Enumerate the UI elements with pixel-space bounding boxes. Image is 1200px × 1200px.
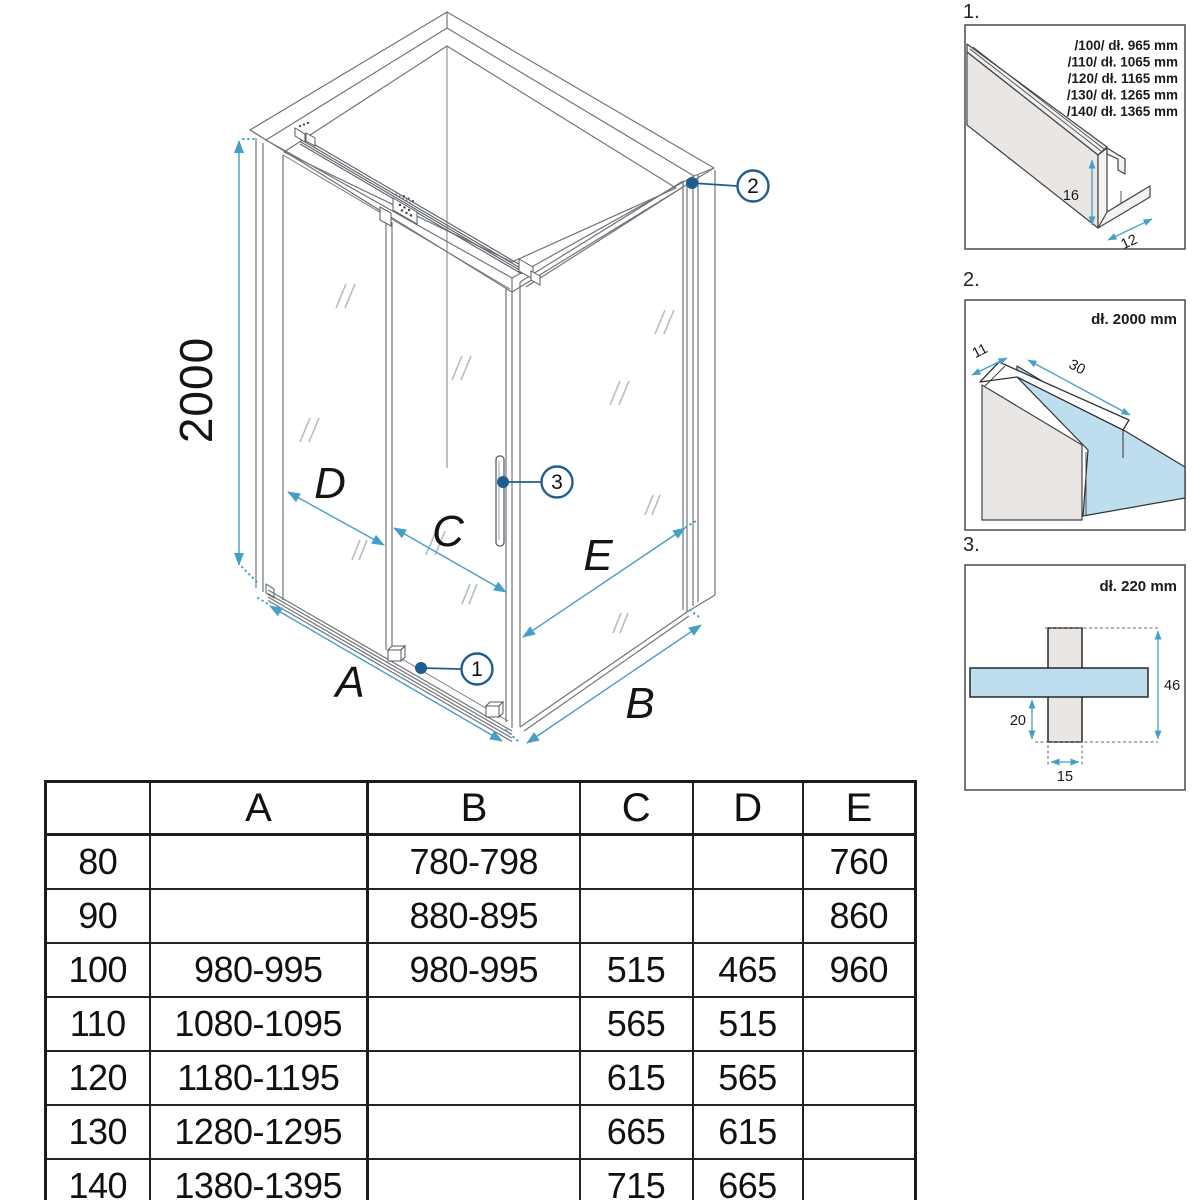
cell-D: 615 (693, 1105, 803, 1159)
cell-B (368, 1051, 580, 1105)
table-row (46, 1105, 916, 1159)
cell-D: 565 (693, 1051, 803, 1105)
cell-B: 880-895 (368, 889, 580, 943)
detail-2-dim-30: 30 (1065, 356, 1088, 379)
cell-A (150, 835, 368, 890)
callout-1-number: 1 (471, 658, 483, 681)
detail-2-title: 2. (963, 269, 980, 291)
cell-E: 960 (803, 943, 916, 997)
cell-C: 665 (580, 1105, 693, 1159)
cell-A: 1280-1295 (150, 1105, 368, 1159)
cell-E (803, 1105, 916, 1159)
cell-B (368, 1159, 580, 1200)
dim-label-A: A (335, 658, 365, 707)
dim-label-D: D (314, 459, 346, 508)
cell-B: 780-798 (368, 835, 580, 890)
cell-A: 1180-1195 (150, 1051, 368, 1105)
cell-C: 615 (580, 1051, 693, 1105)
cell-C: 565 (580, 997, 693, 1051)
dim-label-C: C (432, 507, 464, 556)
table-row (46, 1159, 916, 1200)
cell-size: 80 (46, 835, 150, 890)
cell-D: 515 (693, 997, 803, 1051)
cross-section-drawing (970, 628, 1158, 767)
cell-B: 980-995 (368, 943, 580, 997)
detail-1-title: 1. (963, 1, 980, 23)
cell-E (803, 1159, 916, 1200)
detail-2-length-label: dł. 2000 mm (1091, 311, 1177, 328)
cell-E (803, 997, 916, 1051)
cell-C (580, 889, 693, 943)
cell-E (803, 1051, 916, 1105)
detail-1-length-120: /120/ dł. 1165 mm (1067, 71, 1178, 86)
detail-1-length-130: /130/ dł. 1265 mm (1066, 87, 1178, 103)
callout-3-number: 3 (551, 471, 563, 494)
detail-3-title: 3. (963, 534, 980, 556)
cell-C (580, 835, 693, 890)
cell-A: 980-995 (150, 943, 368, 997)
sliding-rail (300, 136, 522, 274)
cell-B (368, 997, 580, 1051)
cell-size: 120 (46, 1051, 150, 1105)
callout-3 (497, 467, 573, 498)
cell-D (693, 835, 803, 890)
detail-2-wall-profile (955, 270, 1200, 535)
enclosure-structure-lines (250, 12, 715, 742)
detail-1-length-100: /100/ dł. 965 mm (1074, 38, 1178, 53)
detail-2-dim-11: 11 (969, 340, 991, 362)
cell-size: 130 (46, 1105, 150, 1159)
cell-A: 1380-1395 (150, 1159, 368, 1200)
callout-3-dot (497, 476, 509, 488)
size-table (44, 780, 917, 1200)
detail-1-length-110: /110/ dł. 1065 mm (1067, 54, 1178, 70)
cell-E: 760 (803, 835, 916, 890)
callout-1 (415, 654, 493, 685)
door-handle (496, 456, 504, 546)
height-dimension-label: 2000 (170, 336, 222, 444)
cell-size: 90 (46, 889, 150, 943)
cell-D: 465 (693, 943, 803, 997)
table-row (46, 943, 916, 997)
detail-3-dim-15: 15 (1056, 769, 1074, 785)
detail-3-dim-46: 46 (1164, 678, 1181, 694)
callout-2-dot (686, 177, 698, 189)
detail-3-length-label: dł. 220 mm (1099, 578, 1177, 595)
callout-1-dot (415, 662, 427, 674)
cell-A: 1080-1095 (150, 997, 368, 1051)
horizontal-glass-bar (970, 668, 1148, 697)
header-A: A (150, 782, 368, 835)
detail-3-cross-section (955, 535, 1200, 795)
dimension-lines (239, 139, 701, 743)
cell-C: 715 (580, 1159, 693, 1200)
table-row (46, 835, 916, 890)
cell-D: 665 (693, 1159, 803, 1200)
detail-1-rail-profile (955, 0, 1200, 265)
header-size (46, 782, 150, 835)
dim-label-E: E (583, 531, 613, 580)
table-row (46, 889, 916, 943)
callout-2-number: 2 (747, 175, 759, 198)
cell-B (368, 1105, 580, 1159)
detail-1-dim-16: 16 (1062, 188, 1079, 204)
detail-3-dim-20: 20 (1009, 713, 1026, 729)
header-B: B (368, 782, 580, 835)
wall-profile-drawing (980, 362, 1185, 520)
size-table-header-row (46, 782, 916, 835)
cell-E: 860 (803, 889, 916, 943)
header-D: D (693, 782, 803, 835)
cell-size: 100 (46, 943, 150, 997)
cell-size: 140 (46, 1159, 150, 1200)
detail-1-length-140: /140/ dł. 1365 mm (1066, 104, 1178, 119)
header-E: E (803, 782, 916, 835)
header-C: C (580, 782, 693, 835)
detail-1-dim-12: 12 (1118, 231, 1141, 254)
table-row (46, 997, 916, 1051)
cell-D (693, 889, 803, 943)
dim-label-B: B (625, 679, 655, 728)
cell-A (150, 889, 368, 943)
cell-C: 515 (580, 943, 693, 997)
table-row (46, 1051, 916, 1105)
cell-size: 110 (46, 997, 150, 1051)
dim-line-B (527, 625, 701, 743)
